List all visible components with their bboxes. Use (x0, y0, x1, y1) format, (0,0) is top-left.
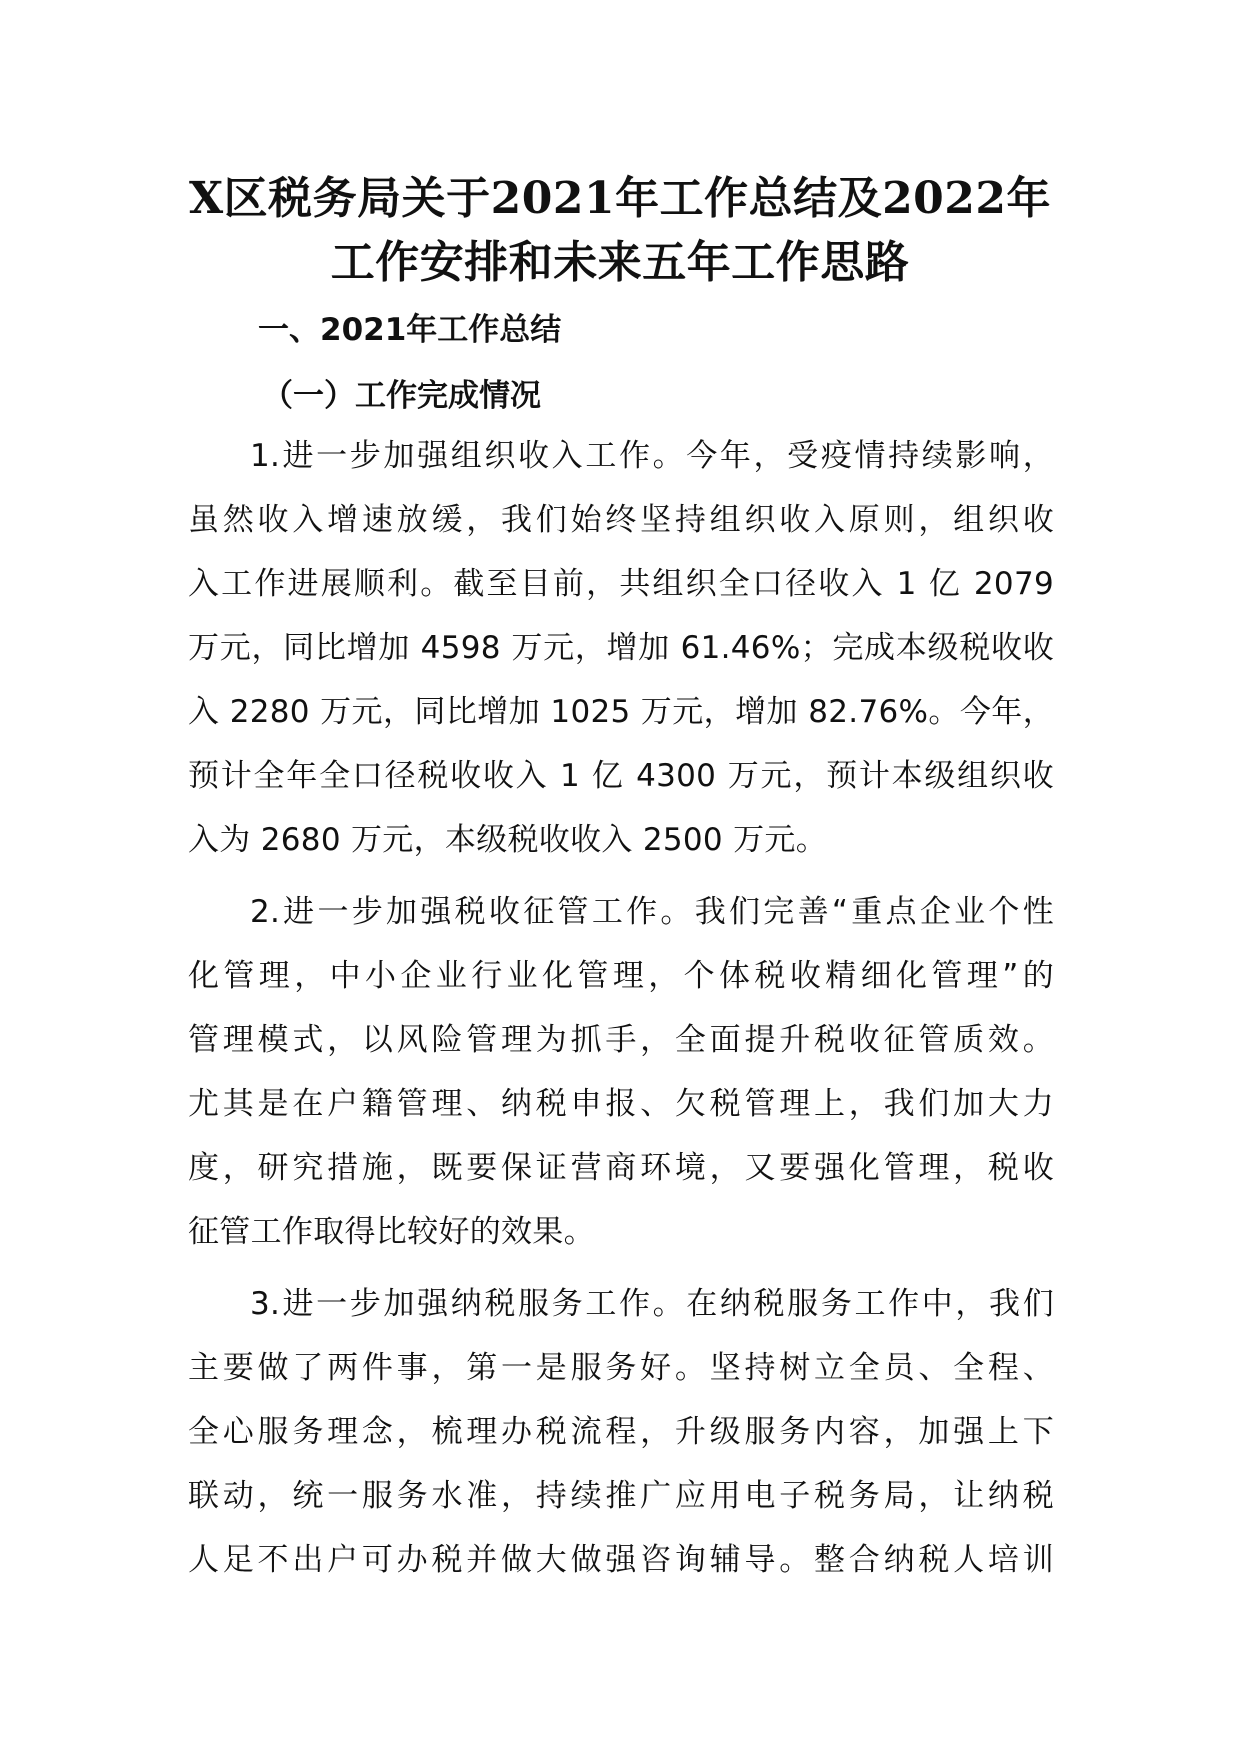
paragraph-line: 入工作进展顺利。截至目前，共组织全口径收入 1 亿 2079 (188, 566, 1054, 602)
paragraph-1 (188, 424, 1054, 872)
paragraph-line: 管理模式，以风险管理为抓手，全面提升税收征管质效。 (188, 1022, 1054, 1058)
paragraph-line: 预计全年全口径税收收入 1 亿 4300 万元，预计本级组织收 (188, 758, 1054, 794)
paragraph-line: 入 2280 万元，同比增加 1025 万元，增加 82.76%。今年， (188, 694, 1054, 730)
subsection-heading: （一）工作完成情况 (262, 378, 541, 414)
paragraph-line: 度，研究措施，既要保证营商环境，又要强化管理，税收 (188, 1150, 1054, 1186)
paragraph-line: 入为 2680 万元，本级税收收入 2500 万元。 (188, 822, 827, 858)
paragraph-3 (188, 1272, 1054, 1592)
paragraph-line: 万元，同比增加 4598 万元，增加 61.46%；完成本级税收收 (188, 630, 1054, 666)
paragraph-line: 1.进一步加强组织收入工作。今年，受疫情持续影响， (250, 438, 1054, 474)
paragraph-line: 尤其是在户籍管理、纳税申报、欠税管理上，我们加大力 (188, 1086, 1054, 1122)
document-title-line-1: X区税务局关于2021年工作总结及2022年 (188, 173, 1052, 224)
paragraph-line: 主要做了两件事，第一是服务好。坚持树立全员、全程、 (188, 1350, 1054, 1386)
paragraph-line: 全心服务理念，梳理办税流程，升级服务内容，加强上下 (188, 1414, 1054, 1450)
paragraph-line: 联动，统一服务水准，持续推广应用电子税务局，让纳税 (188, 1478, 1054, 1514)
paragraph-line: 3.进一步加强纳税服务工作。在纳税服务工作中，我们 (250, 1286, 1054, 1322)
document-title-line-2: 工作安排和未来五年工作思路 (330, 237, 910, 288)
paragraph-line: 化管理，中小企业行业化管理，个体税收精细化管理”的 (188, 958, 1054, 994)
paragraph-line: 人足不出户可办税并做大做强咨询辅导。整合纳税人培训 (188, 1542, 1054, 1578)
paragraph-line: 虽然收入增速放缓，我们始终坚持组织收入原则，组织收 (188, 502, 1054, 538)
paragraph-line: 征管工作取得比较好的效果。 (188, 1214, 595, 1250)
section-heading: 一、2021年工作总结 (258, 312, 562, 348)
paragraph-2 (188, 880, 1054, 1264)
paragraph-line: 2.进一步加强税收征管工作。我们完善“重点企业个性 (250, 894, 1054, 930)
